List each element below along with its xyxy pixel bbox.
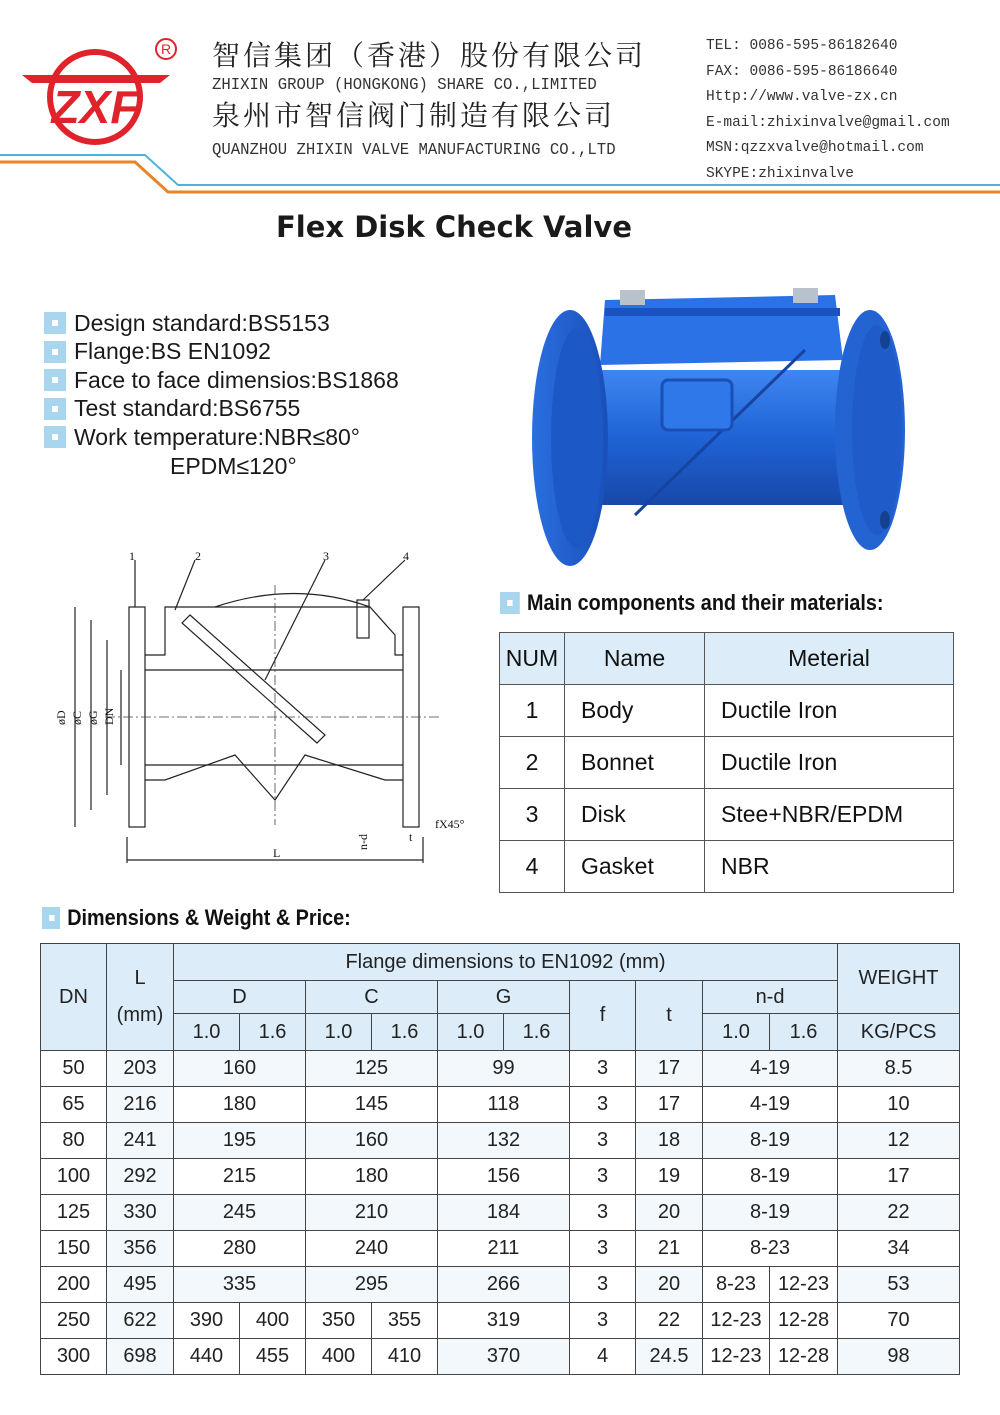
email-link[interactable]: E-mail:zhixinvalve@gmail.com <box>706 114 950 131</box>
table-cell: 400 <box>240 1303 306 1339</box>
table-cell: 240 <box>306 1231 438 1267</box>
table-cell: 455 <box>240 1339 306 1375</box>
table-cell: 319 <box>438 1303 570 1339</box>
tel: TEL: 0086-595-86182640 <box>706 38 898 54</box>
table-cell: 300 <box>41 1339 107 1375</box>
zxf-logo <box>20 35 180 155</box>
svg-text:2: 2 <box>195 549 201 563</box>
table-cell: 184 <box>438 1195 570 1231</box>
table-cell: 211 <box>438 1231 570 1267</box>
table-cell: 20 <box>636 1195 703 1231</box>
col-num: NUM <box>500 633 565 685</box>
table-cell: 125 <box>41 1195 107 1231</box>
table-cell: 203 <box>107 1051 174 1087</box>
table-cell: 400 <box>306 1339 372 1375</box>
table-cell: 195 <box>174 1123 306 1159</box>
table-cell: 8.5 <box>838 1051 960 1087</box>
table-cell: 160 <box>174 1051 306 1087</box>
letterhead <box>0 0 1000 200</box>
table-row <box>41 1159 960 1195</box>
table-cell: 622 <box>107 1303 174 1339</box>
table-row <box>41 1195 960 1231</box>
spec-list <box>44 309 399 480</box>
table-cell: 21 <box>636 1231 703 1267</box>
table-cell: 4 <box>570 1339 636 1375</box>
table-cell: 495 <box>107 1267 174 1303</box>
svg-text:DN: DN <box>102 707 116 725</box>
company-name-en-factory: QUANZHOU ZHIXIN VALVE MANUFACTURING CO.,LTD <box>212 141 616 160</box>
table-row <box>41 1303 960 1339</box>
table-row <box>41 1051 960 1087</box>
msn: MSN:qzzxvalve@hotmail.com <box>706 140 924 156</box>
table-cell: 17 <box>636 1051 703 1087</box>
spec-continuation: EPDM≤120° <box>170 452 297 479</box>
table-cell: 330 <box>107 1195 174 1231</box>
svg-text:R: R <box>160 41 172 57</box>
table-cell: 280 <box>174 1231 306 1267</box>
svg-text:n-d: n-d <box>356 834 370 850</box>
table-cell: 4-19 <box>703 1051 838 1087</box>
table-cell: 241 <box>107 1123 174 1159</box>
svg-text:4: 4 <box>403 549 409 563</box>
table-cell: 22 <box>838 1195 960 1231</box>
square-bullet-icon <box>500 592 520 614</box>
svg-text:3: 3 <box>323 549 329 563</box>
square-bullet-icon <box>44 369 66 391</box>
table-cell: 292 <box>107 1159 174 1195</box>
table-cell: 22 <box>636 1303 703 1339</box>
table-cell: 180 <box>174 1087 306 1123</box>
table-cell: 8-19 <box>703 1195 838 1231</box>
website-link[interactable]: Http://www.valve-zx.cn <box>706 89 898 105</box>
table-cell: 17 <box>636 1087 703 1123</box>
table-cell: 98 <box>838 1339 960 1375</box>
table-cell: 50 <box>41 1051 107 1087</box>
table-cell: 12-28 <box>770 1339 838 1375</box>
components-heading: Main components and their materials: <box>500 590 883 616</box>
table-cell: 19 <box>636 1159 703 1195</box>
table-cell: 8-19 <box>703 1123 838 1159</box>
spec-item: Design standard:BS5153 <box>44 309 399 338</box>
table-cell: 12-23 <box>770 1267 838 1303</box>
table-cell: 8-23 <box>703 1267 770 1303</box>
fax: FAX: 0086-595-86186640 <box>706 63 898 80</box>
table-cell: 12-23 <box>703 1303 770 1339</box>
table-cell: 8-23 <box>703 1231 838 1267</box>
table-row <box>41 1267 960 1303</box>
svg-text:t: t <box>409 830 413 844</box>
svg-text:øD: øD <box>54 710 68 725</box>
table-cell: 250 <box>41 1303 107 1339</box>
table-cell: 3 <box>570 1303 636 1339</box>
table-cell: 370 <box>438 1339 570 1375</box>
svg-text:L: L <box>273 846 281 860</box>
cross-section-drawing <box>45 545 485 875</box>
table-row <box>41 1123 960 1159</box>
table-cell: 3 <box>570 1123 636 1159</box>
table-cell: 118 <box>438 1087 570 1123</box>
table-cell: 295 <box>306 1267 438 1303</box>
table-row: 4 Gasket NBR <box>500 841 954 893</box>
table-cell: 17 <box>838 1159 960 1195</box>
table-cell: 216 <box>107 1087 174 1123</box>
table-cell: 132 <box>438 1123 570 1159</box>
table-cell: 24.5 <box>636 1339 703 1375</box>
table-cell: 156 <box>438 1159 570 1195</box>
table-cell: 356 <box>107 1231 174 1267</box>
svg-text:1: 1 <box>129 549 135 563</box>
components-table <box>499 632 954 893</box>
table-cell: 3 <box>570 1267 636 1303</box>
table-cell: 215 <box>174 1159 306 1195</box>
svg-text:øG: øG <box>86 710 100 725</box>
table-cell: 145 <box>306 1087 438 1123</box>
table-cell: 390 <box>174 1303 240 1339</box>
table-cell: 335 <box>174 1267 306 1303</box>
table-cell: 65 <box>41 1087 107 1123</box>
table-cell: 266 <box>438 1267 570 1303</box>
table-cell: 355 <box>372 1303 438 1339</box>
table-cell: 200 <box>41 1267 107 1303</box>
product-title: Flex Disk Check Valve <box>276 210 632 244</box>
table-cell: 180 <box>306 1159 438 1195</box>
table-cell: 12 <box>838 1123 960 1159</box>
square-bullet-icon <box>44 398 66 420</box>
table-cell: 8-19 <box>703 1159 838 1195</box>
table-cell: 410 <box>372 1339 438 1375</box>
dimensions-heading: Dimensions & Weight & Price: <box>42 905 351 931</box>
table-cell: 698 <box>107 1339 174 1375</box>
table-cell: 100 <box>41 1159 107 1195</box>
table-row: 3 Disk Stee+NBR/EPDM <box>500 789 954 841</box>
square-bullet-icon <box>44 312 66 334</box>
table-cell: 210 <box>306 1195 438 1231</box>
col-material: Meterial <box>705 633 954 685</box>
table-cell: 53 <box>838 1267 960 1303</box>
square-bullet-icon <box>44 341 66 363</box>
square-bullet-icon <box>42 907 60 929</box>
table-cell: 20 <box>636 1267 703 1303</box>
skype: SKYPE:zhixinvalve <box>706 165 854 182</box>
table-cell: 10 <box>838 1087 960 1123</box>
dimensions-table: DN L (mm) Flange dimensions to EN1092 (mm) WEIGHT D C G f t n-d 1.0 1.6 1.0 1.6 1.0 1.6 1.0 1.6 KG/PCS 50 203 160 125 99 3 17 4-19 8.5 65 216 180 145 118 3 17 4-19 10 80 241 195 160 132 3 18 8-19 12 100 292 215 180 156 3 19 8-19 17 125 330 245 210 184 3 20 8-19 22 150 356 280 240 211 3 21 8-23 34 200 495 335 295 266 3 20 8-23 12-23 53 250 622 390 400 350 355 319 3 22 12-23 12-28 70 300 698 440 455 400 410 370 4 24.5 12-23 12-28 98 <box>40 943 960 1375</box>
table-cell: 3 <box>570 1195 636 1231</box>
square-bullet-icon <box>44 426 66 448</box>
product-photo <box>525 280 920 570</box>
table-cell: 4-19 <box>703 1087 838 1123</box>
company-name-cn-group: 智信集团（香港）股份有限公司 <box>212 39 647 72</box>
table-row <box>41 1087 960 1123</box>
table-row: 1 Body Ductile Iron <box>500 685 954 737</box>
spec-item: Flange:BS EN1092 <box>44 338 399 367</box>
company-name-en-group: ZHIXIN GROUP (HONGKONG) SHARE CO.,LIMITED <box>212 76 597 95</box>
table-cell: 160 <box>306 1123 438 1159</box>
table-cell: 3 <box>570 1231 636 1267</box>
header-divider-lines <box>0 145 1000 200</box>
table-cell: 18 <box>636 1123 703 1159</box>
table-cell: 99 <box>438 1051 570 1087</box>
table-cell: 34 <box>838 1231 960 1267</box>
table-cell: 80 <box>41 1123 107 1159</box>
table-cell: 12-23 <box>703 1339 770 1375</box>
spec-item: Work temperature:NBR≤80° <box>44 423 399 452</box>
table-row <box>41 1231 960 1267</box>
table-row: 2 Bonnet Ductile Iron <box>500 737 954 789</box>
table-cell: 245 <box>174 1195 306 1231</box>
table-cell: 150 <box>41 1231 107 1267</box>
svg-text:ZXF: ZXF <box>51 81 139 133</box>
table-cell: 440 <box>174 1339 240 1375</box>
table-cell: 3 <box>570 1051 636 1087</box>
table-row <box>41 1339 960 1375</box>
svg-text:øC: øC <box>70 710 84 725</box>
table-cell: 125 <box>306 1051 438 1087</box>
table-cell: 70 <box>838 1303 960 1339</box>
company-name-cn-factory: 泉州市智信阀门制造有限公司 <box>212 99 616 132</box>
spec-item: Face to face dimensios:BS1868 <box>44 366 399 395</box>
col-name: Name <box>565 633 705 685</box>
table-cell: 12-28 <box>770 1303 838 1339</box>
table-cell: 3 <box>570 1087 636 1123</box>
spec-item: Test standard:BS6755 <box>44 395 399 424</box>
svg-text:fX45°: fX45° <box>435 817 465 831</box>
table-cell: 350 <box>306 1303 372 1339</box>
table-cell: 3 <box>570 1159 636 1195</box>
